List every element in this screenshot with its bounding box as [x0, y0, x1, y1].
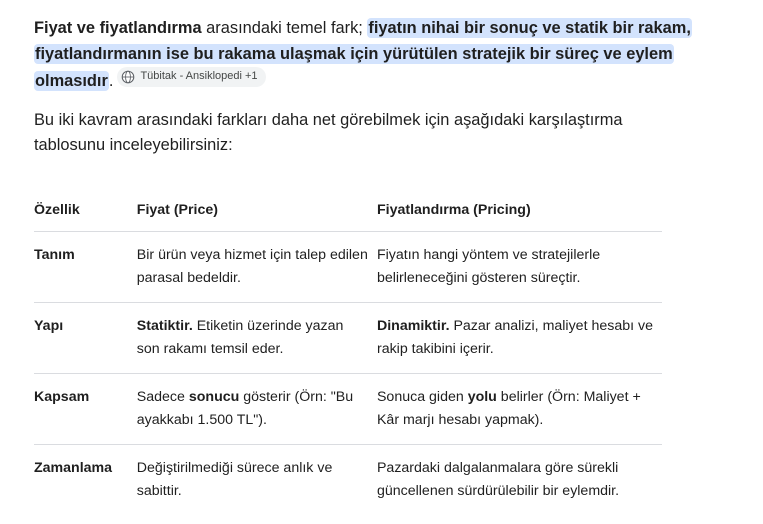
- ai-answer: [34, 16, 694, 515]
- header-pricing: Fiyatlandırma (Pricing): [377, 187, 662, 232]
- table-row: [34, 445, 662, 516]
- lead-paragraph: Bu iki kavram arasındaki farkları daha net görebilmek için aşağıdaki karşılaştırma tablosunu inceleyebilirsiniz:: [34, 110, 623, 154]
- row-price: Bir ürün veya hizmet için talep edilen parasal bedeldir.: [136, 247, 368, 286]
- row-pricing: Dinamiktir. Pazar analizi, maliyet hesabı ve rakip takibini içerir.: [377, 303, 662, 374]
- intro-plain: arasındaki temel fark;: [201, 19, 368, 37]
- source-chip-label: Tübitak - Ansiklopedi +1: [140, 70, 258, 83]
- comparison-table: [34, 187, 662, 516]
- intro-paragraph: [34, 16, 694, 95]
- table-row: [34, 303, 662, 374]
- highlighted-answer-text: fiyatın nihai bir sonuç ve statik bir rakam, fiyatlandırmanın ise bu rakama ulaşmak için yürütülen stratejik bir süreç ve eylem olmasıdır: [35, 19, 691, 90]
- header-feature: Özellik: [34, 187, 137, 232]
- row-feature: Yapı: [34, 303, 137, 374]
- source-chip[interactable]: [117, 67, 265, 87]
- row-price: Sadece sonucu gösterir (Örn: "Bu ayakkabı 1.500 TL").: [137, 374, 377, 445]
- row-pricing: Sonuca giden yolu belirler (Örn: Maliyet + Kâr marjı hesabı yapmak).: [377, 374, 662, 445]
- intro-bold-lead: Fiyat ve fiyatlandırma: [34, 19, 202, 37]
- row-feature: Tanım: [34, 247, 75, 263]
- globe-icon: [121, 70, 135, 84]
- row-pricing: Fiyatın hangi yöntem ve stratejilerle belirleneceğini gösteren süreçtir.: [376, 247, 601, 286]
- row-feature: Kapsam: [34, 374, 137, 445]
- row-price: Değiştirilmediği sürece anlık ve sabittir.: [137, 445, 377, 516]
- row-price: Statiktir. Etiketin üzerinde yazan son rakamı temsil eder.: [137, 303, 377, 374]
- row-pricing: Pazardaki dalgalanmalara göre sürekli güncellenen sürdürülebilir bir eylemdir.: [377, 445, 662, 516]
- table-row: [34, 374, 662, 445]
- table-row: [34, 232, 662, 303]
- table-header-row: [34, 187, 662, 232]
- intro-period: .: [108, 72, 114, 90]
- row-feature: Zamanlama: [34, 445, 137, 516]
- header-price: Fiyat (Price): [137, 187, 377, 232]
